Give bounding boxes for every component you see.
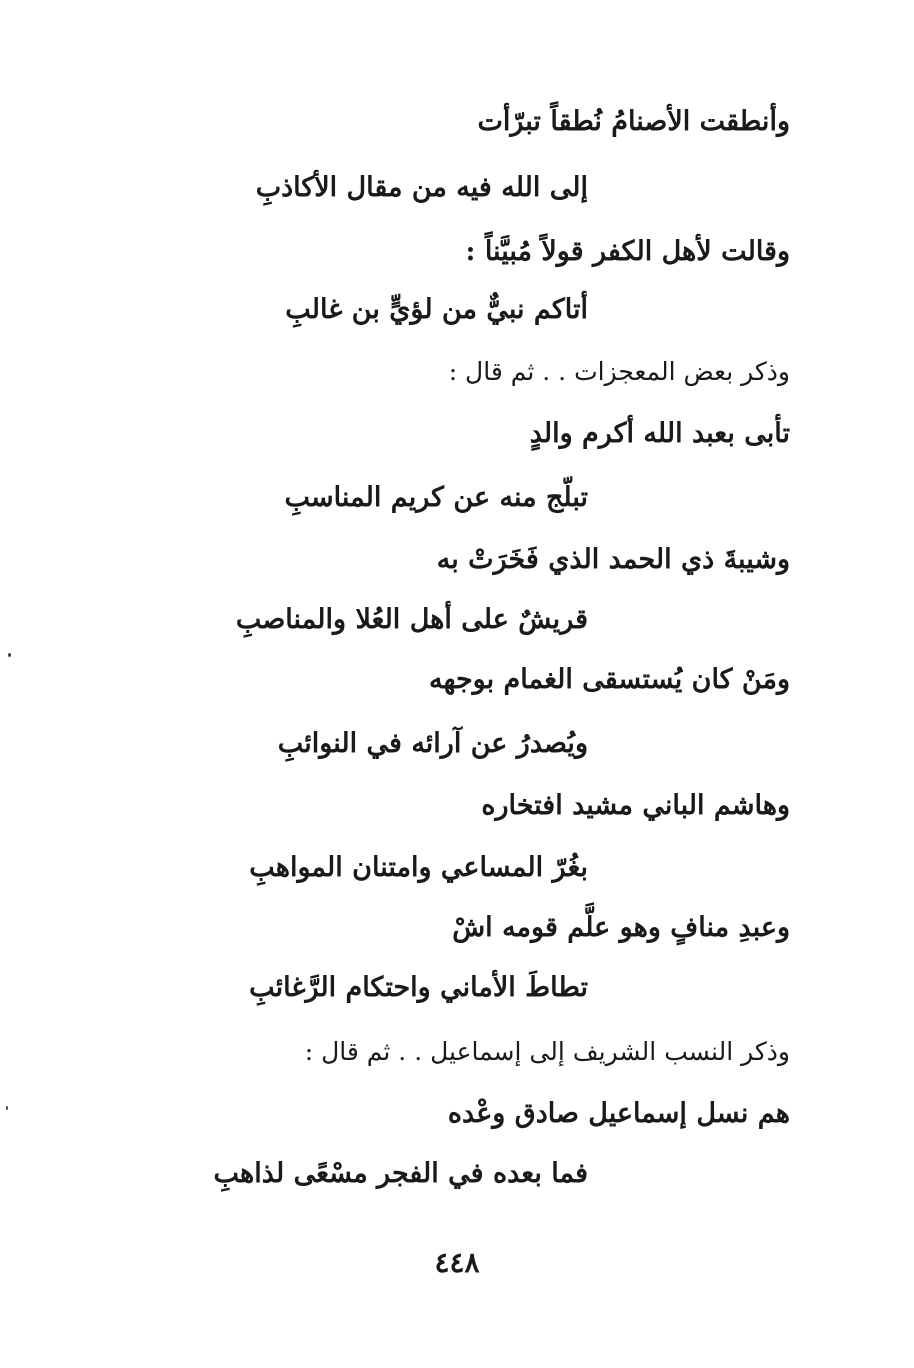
verse-line-4: أتاكم نبيٌّ من لؤيٍّ بن غالبِ: [285, 294, 588, 325]
verse-line-6: تبلّج منه عن كريم المناسبِ: [284, 482, 588, 513]
verse-line-3: وقالت لأهل الكفر قولاً مُبيَّناً :: [465, 236, 790, 267]
scan-speck: [6, 1106, 8, 1110]
verse-line-16: فما بعده في الفجر مسْعًى لذاهبِ: [213, 1158, 588, 1189]
verse-line-15: هم نسل إسماعيل صادق وعْده: [447, 1098, 790, 1129]
verse-line-14: تطاطَ الأماني واحتكام الرَّغائبِ: [249, 972, 588, 1003]
prose-line-2: وذكر النسب الشريف إلى إسماعيل . . ثم قال :: [304, 1037, 790, 1066]
verse-line-7: وشيبةَ ذي الحمد الذي فَخَرَتْ به: [436, 544, 790, 575]
scan-speck: [8, 653, 11, 657]
verse-line-2: إلى الله فيه من مقال الأكاذبِ: [255, 172, 588, 203]
page-number: ٤٤٨: [434, 1246, 480, 1279]
verse-line-10: ويُصدرُ عن آرائه في النوائبِ: [277, 728, 588, 759]
verse-line-12: بغُرّ المساعي وامتنان المواهبِ: [249, 852, 588, 883]
verse-line-5: تأبى بعبد الله أكرم والدٍ: [529, 418, 790, 449]
verse-line-9: ومَنْ كان يُستسقى الغمام بوجهه: [429, 664, 790, 695]
verse-line-13: وعبدِ منافٍ وهو علَّم قومه اشْ: [452, 912, 790, 943]
verse-line-1: وأنطقت الأصنامُ نُطقاً تبرّأت: [477, 106, 790, 137]
verse-line-8: قريشٌ على أهل العُلا والمناصبِ: [235, 604, 588, 635]
prose-line-1: وذكر بعض المعجزات . . ثم قال :: [448, 357, 790, 386]
verse-line-11: وهاشم الباني مشيد افتخاره: [481, 790, 790, 821]
